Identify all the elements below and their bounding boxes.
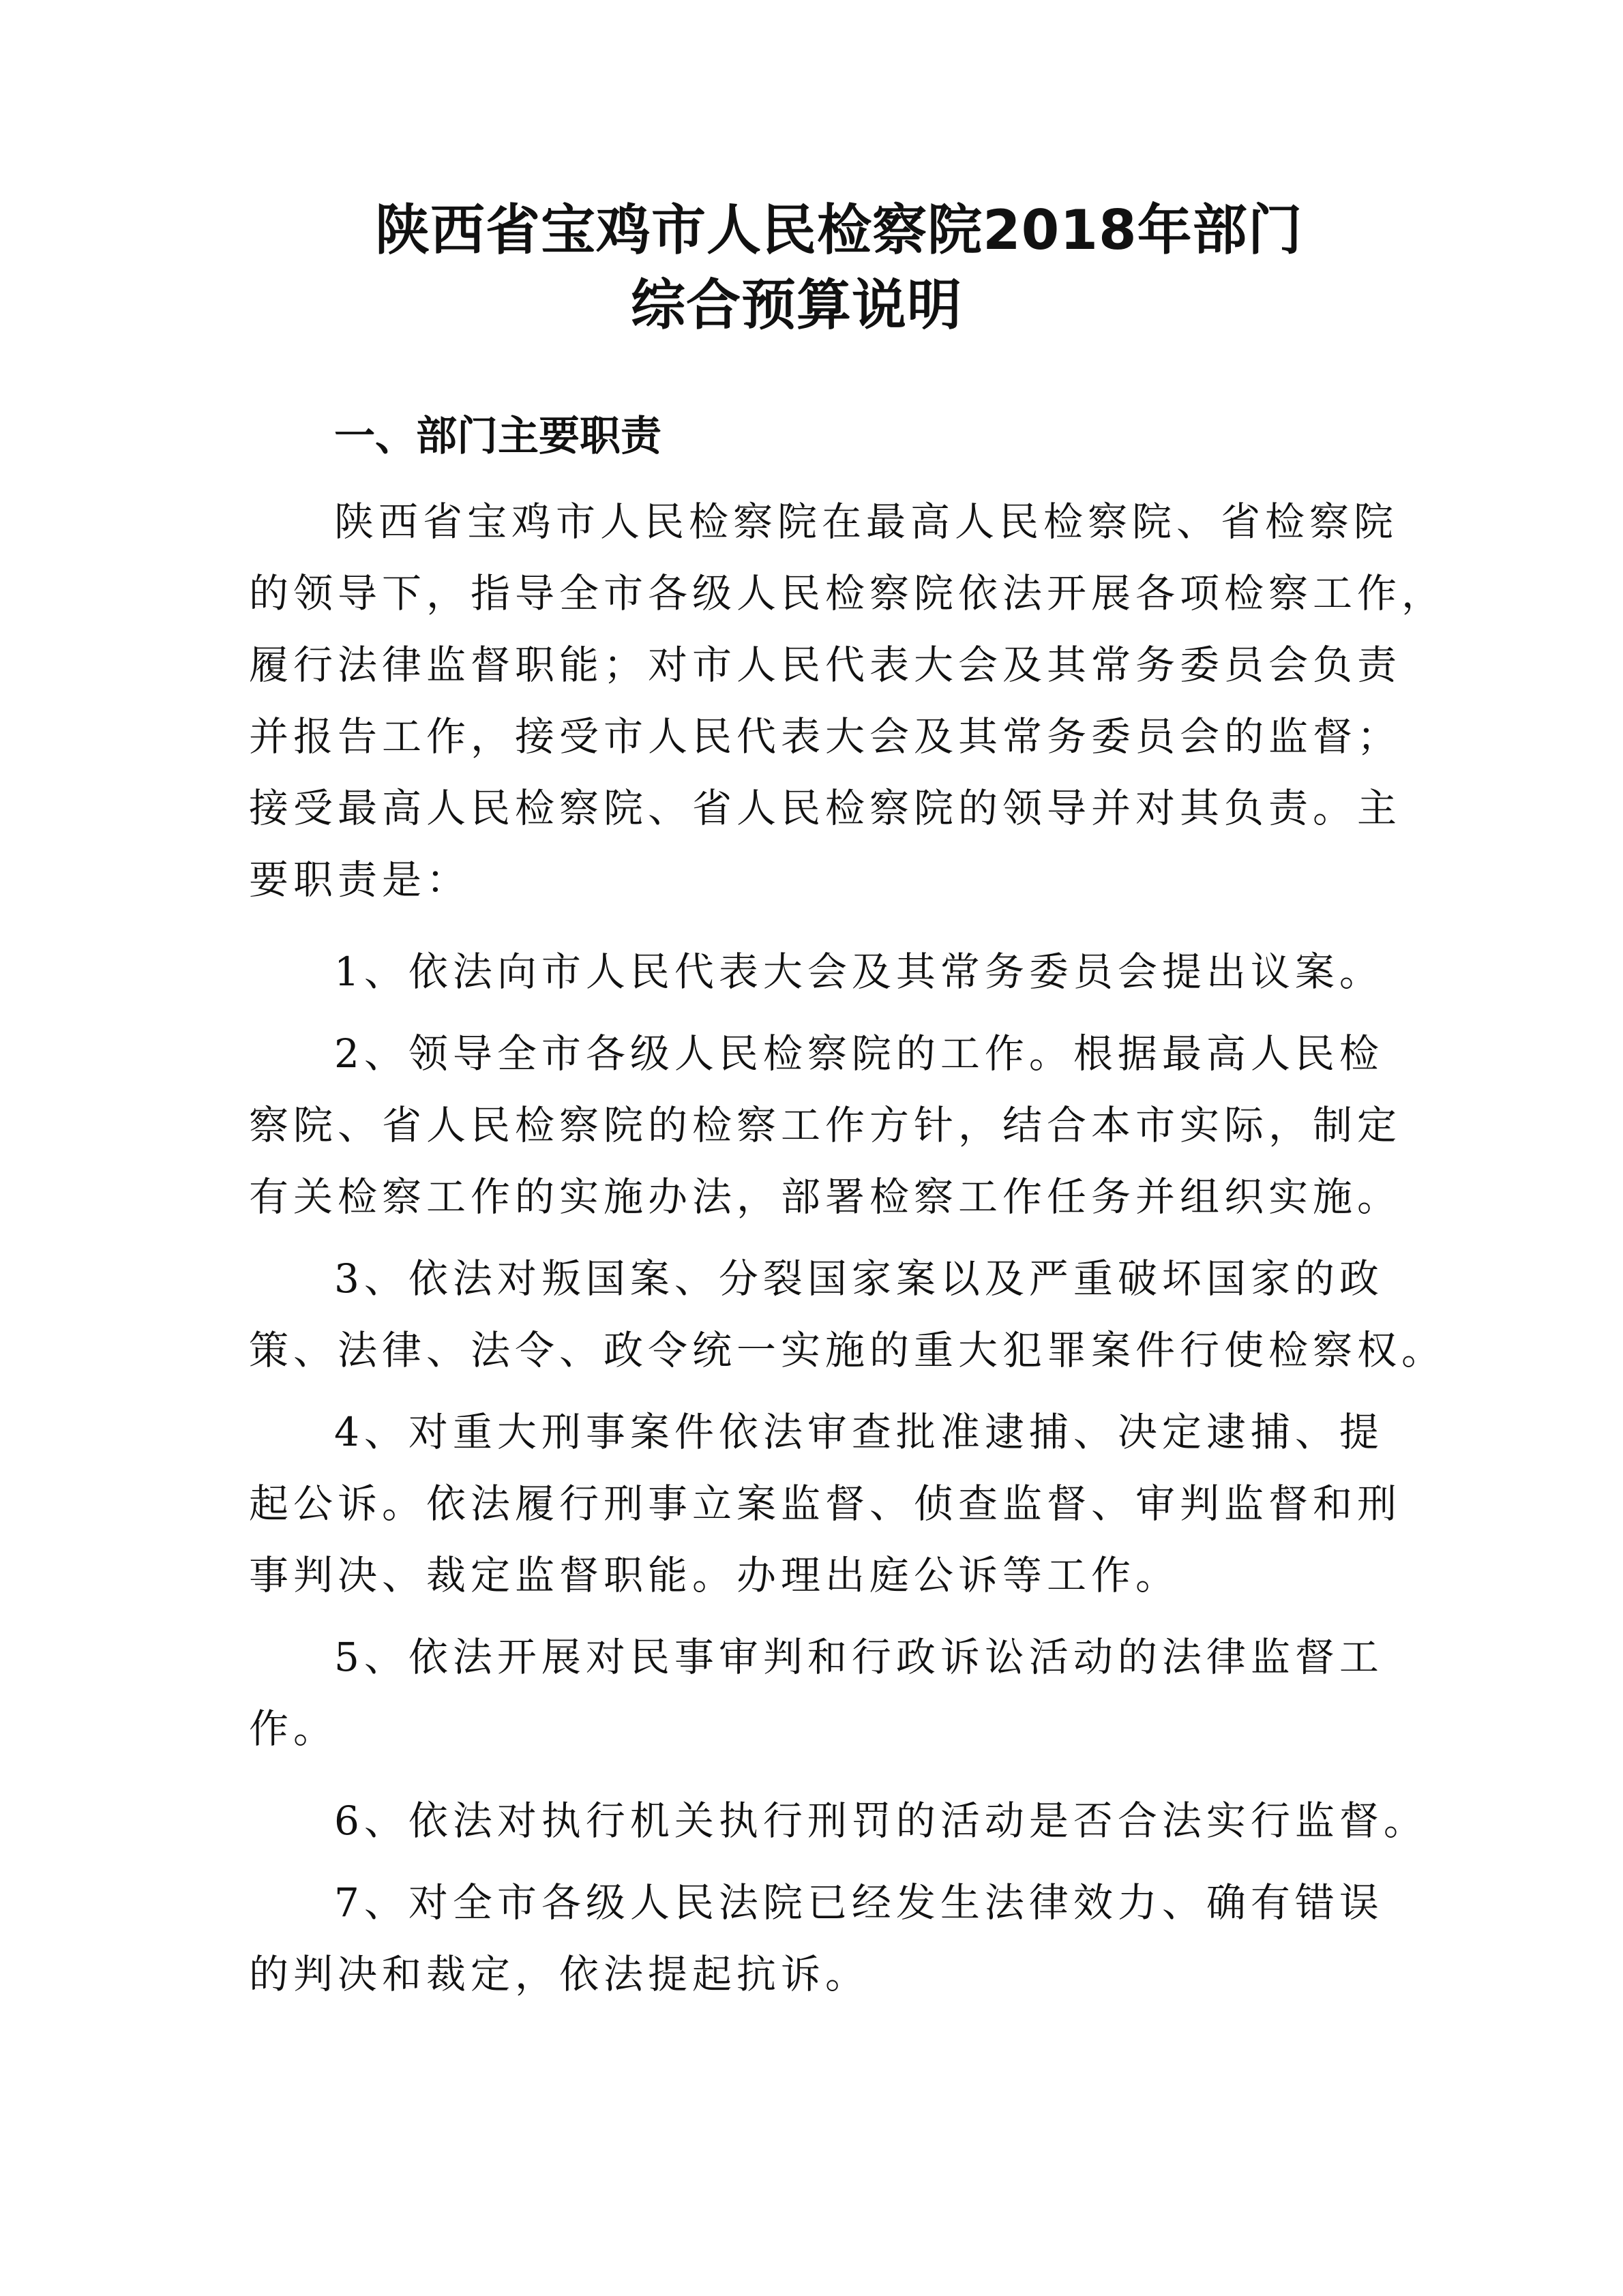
document-title-line-1: 陕西省宝鸡市人民检察院2018年部门 <box>375 198 1303 262</box>
list-item: 5、依法开展对民事审判和行政诉讼活动的法律监督工 <box>334 1634 1384 1680</box>
paragraph-line: 作。 <box>249 1705 338 1752</box>
list-item: 4、对重大刑事案件依法审查批准逮捕、决定逮捕、提 <box>334 1409 1384 1455</box>
document-title-line-2: 综合预算说明 <box>631 273 962 337</box>
list-item: 2、领导全市各级人民检察院的工作。根据最高人民检 <box>334 1030 1384 1077</box>
paragraph-line: 策、法律、法令、政令统一实施的重大犯罪案件行使检察权。 <box>249 1327 1446 1373</box>
paragraph-line: 察院、省人民检察院的检察工作方针，结合本市实际，制定 <box>249 1102 1402 1148</box>
paragraph-line: 的判决和裁定，依法提起抗诉。 <box>249 1951 870 1997</box>
list-item: 7、对全市各级人民法院已经发生法律效力、确有错误 <box>334 1879 1384 1926</box>
list-item: 3、依法对叛国案、分裂国家案以及严重破坏国家的政 <box>334 1255 1384 1302</box>
list-item: 6、依法对执行机关执行刑罚的活动是否合法实行监督。 <box>334 1798 1428 1844</box>
section-heading: 一、部门主要职责 <box>334 413 661 460</box>
paragraph-line: 事判决、裁定监督职能。办理出庭公诉等工作。 <box>249 1552 1180 1598</box>
paragraph-line: 有关检察工作的实施办法，部署检察工作任务并组织实施。 <box>249 1174 1402 1220</box>
paragraph-line: 履行法律监督职能；对市人民代表大会及其常务委员会负责 <box>249 642 1402 688</box>
paragraph-line: 的领导下，指导全市各级人民检察院依法开展各项检察工作， <box>249 570 1446 616</box>
paragraph-line: 起公诉。依法履行刑事立案监督、侦查监督、审判监督和刑 <box>249 1480 1402 1527</box>
paragraph-line: 要职责是： <box>249 856 471 903</box>
paragraph-line: 接受最高人民检察院、省人民检察院的领导并对其负责。主 <box>249 785 1402 831</box>
list-item: 1、依法向市人民代表大会及其常务委员会提出议案。 <box>334 949 1384 995</box>
paragraph-line: 并报告工作，接受市人民代表大会及其常务委员会的监督； <box>249 713 1402 760</box>
paragraph-line: 陕西省宝鸡市人民检察院在最高人民检察院、省检察院 <box>334 498 1399 545</box>
